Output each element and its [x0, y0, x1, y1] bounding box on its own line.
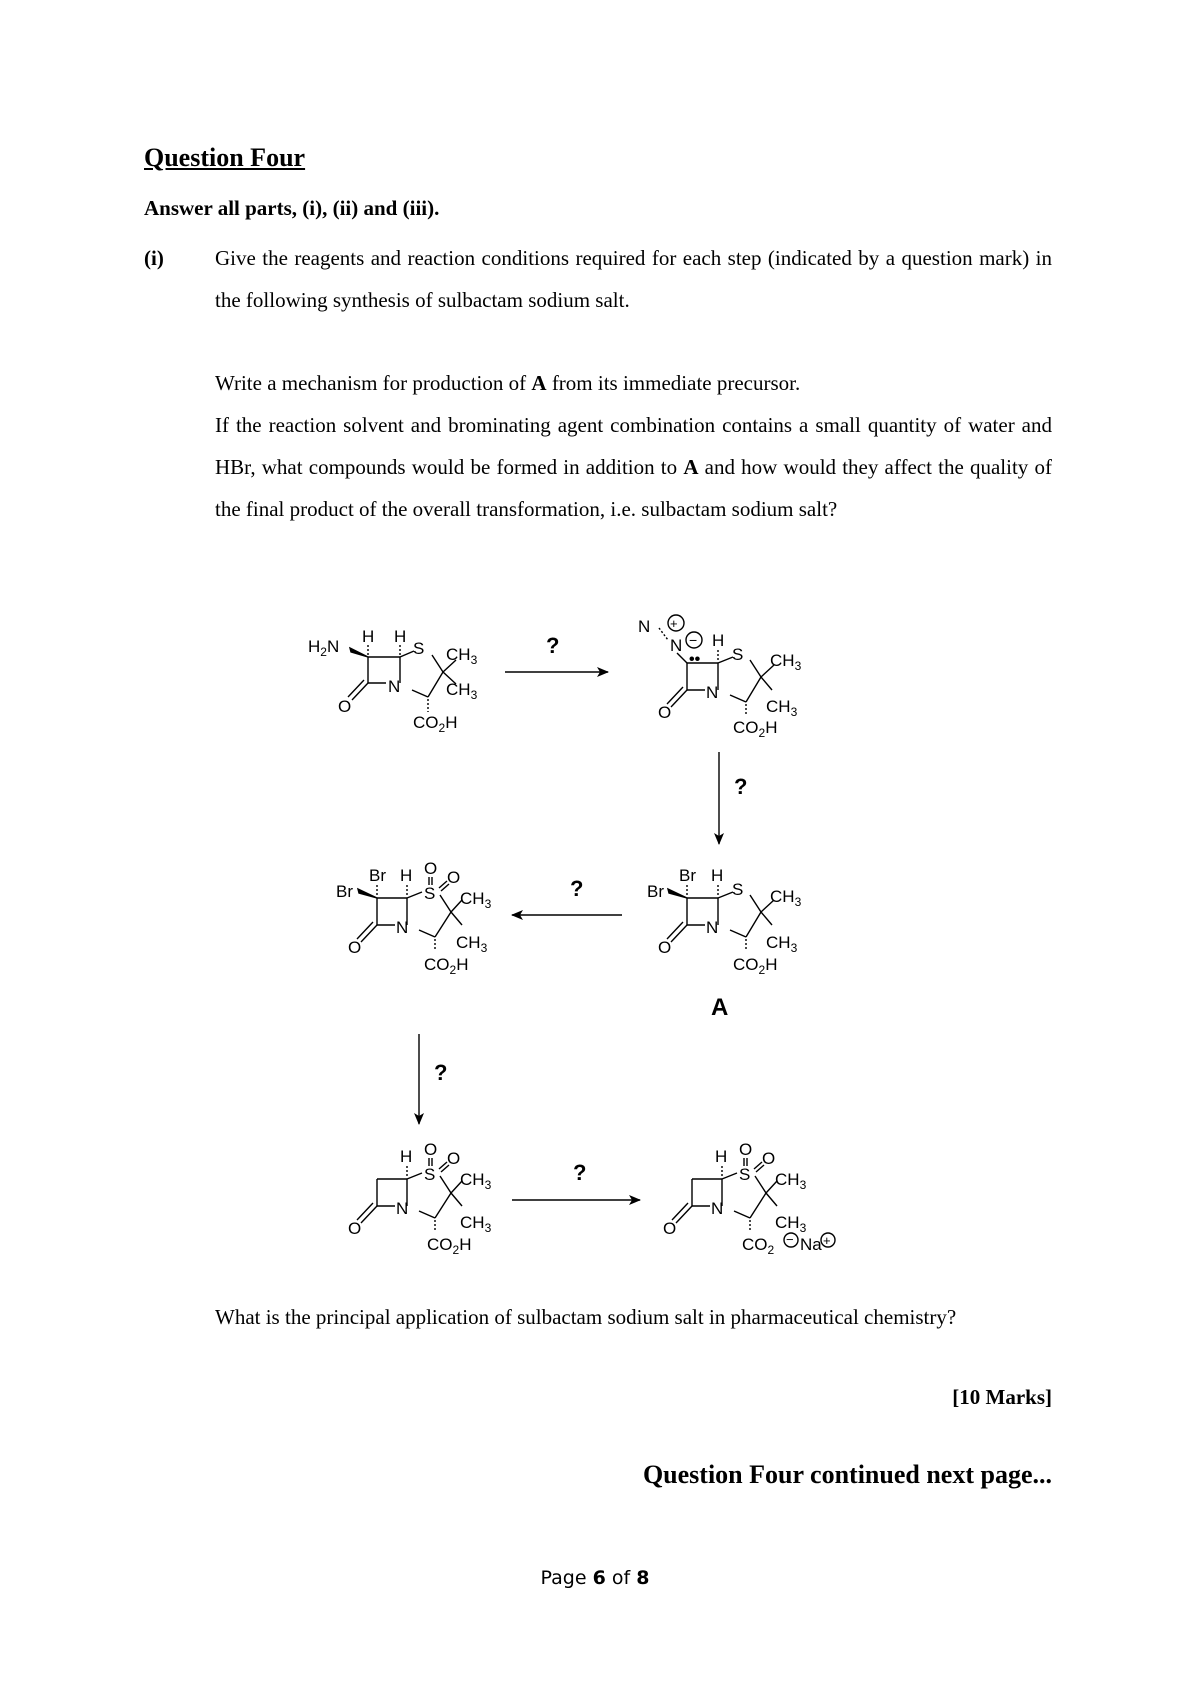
svg-text:O: O [658, 703, 672, 722]
svg-text:N: N [706, 918, 719, 937]
svg-text:S: S [413, 639, 425, 658]
step-label-1: ? [546, 633, 560, 658]
svg-text:CH3: $CH_3$ [775, 1170, 807, 1192]
svg-text:CH3: $CH_3$ [775, 1213, 807, 1235]
svg-text:O: O [739, 1140, 753, 1159]
svg-text:CH3: $CH_3$ [460, 1170, 492, 1192]
svg-text:O: O [424, 859, 438, 878]
svg-text:CO2H: $CO_2H$ [733, 718, 778, 740]
compound-sulfone-acid [357, 1158, 462, 1232]
svg-text:H: H [394, 627, 407, 646]
svg-text:Br: Br [679, 866, 696, 885]
svg-text:H: H [711, 866, 724, 885]
step-label-2: ? [734, 774, 748, 799]
page-footer: Page 6 of 8 [540, 1567, 650, 1589]
svg-text:S: S [424, 1165, 436, 1184]
svg-text:CO2: $CO_2$ [742, 1235, 775, 1257]
application-prompt: What is the principal application of sulbactam sodium salt in pharmaceutical chemistry? [215, 1305, 957, 1329]
svg-text:N: N [711, 1199, 724, 1218]
svg-text:N: N [638, 617, 651, 636]
svg-text:O: O [348, 938, 362, 957]
svg-text:CH3: $CH_3$ [446, 645, 478, 667]
question-title: Question Four [144, 143, 306, 172]
svg-text:CO2H: $CO_2H$ [733, 955, 778, 977]
svg-text:O: O [663, 1219, 677, 1238]
step-label-5: ? [573, 1160, 587, 1185]
svg-text:H: H [400, 866, 413, 885]
svg-text:CH3: $CH_3$ [766, 697, 798, 719]
instruction: Answer all parts, (i), (ii) and (iii). [144, 196, 440, 220]
svg-text:O: O [658, 938, 672, 957]
svg-text:O: O [447, 1149, 461, 1168]
svg-text:CH3: $CH_3$ [770, 651, 802, 673]
svg-text:CO2H: $CO_2H$ [424, 955, 469, 977]
svg-text:H: H [715, 1147, 728, 1166]
compound-6-apa [348, 645, 456, 712]
svg-text:H2N: $H_2N$ [308, 637, 340, 659]
step-label-4: ? [434, 1060, 448, 1085]
mechanism-prompt: Write a mechanism for production of A from its immediate precursor. [215, 371, 801, 395]
svg-text:O: O [447, 868, 461, 887]
svg-text:••: •• [689, 651, 701, 668]
compound-dibromo-sulfone [357, 877, 462, 951]
svg-text:S: S [739, 1165, 751, 1184]
svg-text:S: S [732, 645, 744, 664]
svg-text:Br: Br [336, 882, 353, 901]
svg-text:N: N [396, 1199, 409, 1218]
continued-label: Question Four continued next page... [642, 1460, 1052, 1489]
svg-text:O: O [762, 1149, 776, 1168]
marks-label: [10 Marks] [952, 1385, 1052, 1409]
svg-text:CH3: $CH_3$ [446, 680, 478, 702]
svg-text:−: − [689, 632, 698, 648]
svg-text:H: H [712, 631, 725, 650]
svg-text:N: N [388, 677, 401, 696]
part-label: (i) [144, 246, 164, 270]
svg-text:S: S [424, 884, 436, 903]
compound-a-label: A [711, 994, 729, 1021]
svg-text:O: O [348, 1219, 362, 1238]
svg-text:Br: Br [647, 882, 664, 901]
svg-text:−: − [786, 1232, 794, 1247]
svg-text:H: H [400, 1147, 413, 1166]
svg-text:Na: Na [800, 1235, 822, 1254]
svg-text:N: N [670, 636, 683, 655]
svg-text:Br: Br [369, 866, 386, 885]
step-label-3: ? [570, 876, 584, 901]
svg-text:CO2H: $CO_2H$ [427, 1235, 472, 1257]
compound-a [667, 885, 774, 951]
svg-text:O: O [424, 1140, 438, 1159]
svg-text:O: O [338, 697, 352, 716]
compound-sulbactam-sodium [672, 1158, 835, 1247]
svg-text:N: N [396, 918, 409, 937]
svg-text:N: N [706, 683, 719, 702]
svg-text:CH3: $CH_3$ [766, 933, 798, 955]
svg-text:CH3: $CH_3$ [460, 1213, 492, 1235]
svg-text:CH3: $CH_3$ [770, 887, 802, 909]
svg-text:S: S [732, 880, 744, 899]
svg-text:CH3: $CH_3$ [460, 889, 492, 911]
svg-text:+: + [670, 616, 678, 631]
svg-text:H: H [362, 627, 375, 646]
intro-text: Give the reagents and reaction conditions required for each step (indicated by a question mark) in the following synthesis of sulbactam sodium salt. [215, 246, 1052, 312]
svg-text:+: + [823, 1233, 831, 1248]
svg-text:CH3: $CH_3$ [456, 933, 488, 955]
impurity-prompt: If the reaction solvent and brominating agent combination contains a small quantity of water and HBr, what compounds would be formed in addition to A and how would they affect the quality of the final product of the overall transformation, i.e. sulbactam sodium salt? [215, 413, 1052, 521]
svg-text:CO2H: $CO_2H$ [413, 713, 458, 735]
